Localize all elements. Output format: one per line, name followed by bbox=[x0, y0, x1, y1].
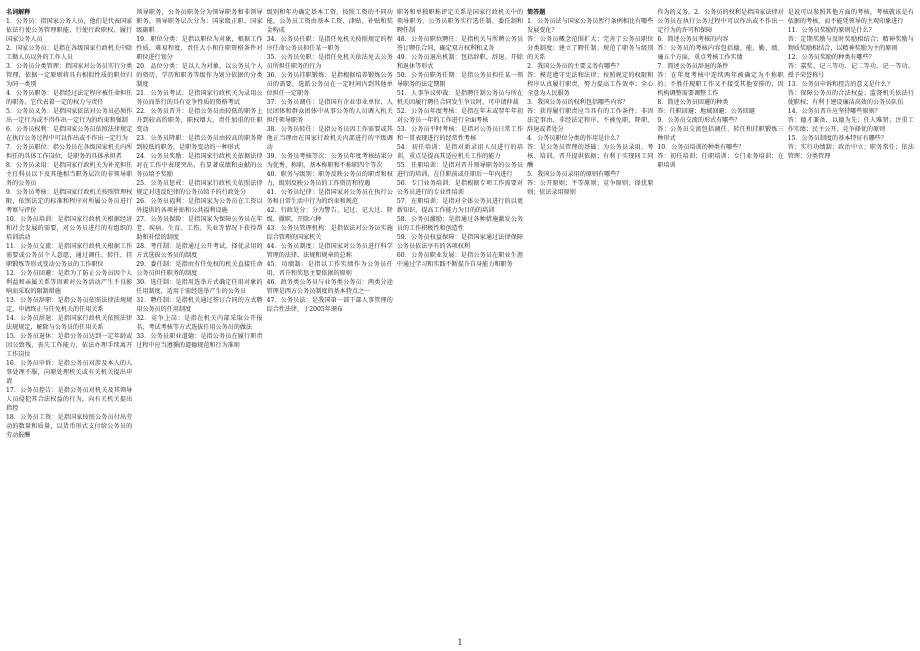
paragraph: 55．任职培训：是指对晋升领导职务的公务员进行的培训，在任职前或任职后一年内进行 bbox=[396, 162, 524, 178]
paragraph: 3．我国公务员的权利包括哪些内容？ bbox=[527, 99, 629, 106]
paragraph: 30．选任制：是指用选举方式确定任用对象的任用制度，适用于需经选举产生的公务员 bbox=[136, 279, 263, 295]
text-column bbox=[136, 8, 262, 638]
paragraph: 57．在职培训：是指对全体公务员进行的以更新知识、提高工作能力为目的的培训 bbox=[396, 198, 524, 214]
paragraph: 54．初任培训：是指对新录用人员进行的培训，重点是提高其适应机关工作的能力 bbox=[396, 144, 524, 160]
paragraph: 18．公务员工资：是指国家按照公务员付出劳动的数量和质量，以货币形式支付给公务员的劳动报酬 bbox=[6, 414, 133, 439]
paragraph: 5．公务员义务：是指国家依法对公务员必须作出一定行为或不得作出一定行为的约束和强制 bbox=[6, 108, 133, 124]
section-heading: 名词解释 bbox=[6, 9, 31, 16]
paragraph: 作为的义务。2．公务员的权利是指国家法律对公务员在执行公务过程中可以作出或不作出一定行为的许可和保障 bbox=[657, 9, 784, 34]
paragraph: 56．专门业务培训：是指根据专项工作需要对公务员进行的专业性培训 bbox=[396, 180, 524, 196]
paragraph: 8．公务员录用：是指国家行政机关为补充担任主任科员以下及其他相当职务层次的非领导职务的公务员 bbox=[6, 162, 133, 187]
paragraph: 36．公务员挂职锻炼：是指根据培养锻炼公务员的需要，选派公务员在一定时间内到其他单位担任一定职务 bbox=[266, 72, 393, 97]
paragraph: 27．公务员保险：是指国家为保障公务员在年老、疾病、生育、工伤、失业等情况下获得帮助和补偿的制度 bbox=[136, 216, 263, 241]
paragraph: 答：公开原则；平等原则；竞争原则；择优原则；依法录用原则 bbox=[527, 180, 654, 196]
paragraph: 答：模范遵守宪法和法律；按照规定的权限和程序认真履行职责，努力提高工作效率；全心全意为人民服务 bbox=[527, 72, 654, 97]
paragraph: 52．公务员年度考核：是指在年末或翌年年初对公务员一年的工作进行全面考核 bbox=[396, 108, 524, 124]
paragraph: 2．我国公务员的主要义务有哪些？ bbox=[527, 63, 623, 70]
paragraph: 46．政务类公务员与业务类公务员：两类分途管理是西方公务员制度的基本特点之一 bbox=[266, 279, 393, 295]
paragraph: 4．公务员职务：是指经过法定程序被任命担任的职务，它代表着一定的权力与责任 bbox=[6, 90, 133, 106]
paragraph: 答：实行功绩制；政治中立；职务常任；依法管理；分类管理 bbox=[787, 144, 914, 160]
paragraph: 6．简述公务员考核的内容 bbox=[657, 36, 729, 43]
paragraph: 9．公务员交流的形式有哪些？ bbox=[657, 117, 741, 124]
text-column bbox=[788, 8, 914, 638]
paragraph: 31．聘任制：是指机关通过签订合同的方式聘用公务员的任用制度 bbox=[136, 297, 263, 313]
paragraph: 45．功绩制：是指以工作实绩作为公务员任用、晋升和奖惩主要依据的原则 bbox=[266, 261, 393, 277]
paragraph: 25．公务员惩戒：是指国家行政机关依照法律规定对违反纪律的公务员给予的行政处分 bbox=[136, 180, 263, 196]
paragraph: 答：公务员概念范围扩大；完善了公务员职位分类制度；建立了聘任制；规范了职务与级别的关系 bbox=[527, 36, 654, 61]
paragraph: 答：获得履行职责应当具有的工作条件；非因法定事由、非经法定程序，不被免职、降职、辞退或者处分 bbox=[527, 108, 654, 133]
paragraph: 答：定期奖励与及时奖励相结合；精神奖励与物质奖励相结合，以精神奖励为主的原则 bbox=[787, 36, 914, 52]
paragraph: 59．公务员权益保障：是指国家通过法律保障公务员依法享有的各项权利 bbox=[396, 234, 524, 250]
paragraph: 是说可以参照其他方面的考核，考核就该是有依据的考核，而不能凭领导的主观印象进行 bbox=[787, 9, 914, 25]
paragraph: 26．公务员福利：是指国家为公务员在工资以外提供的各项补贴和公共福利设施 bbox=[136, 198, 263, 214]
paragraph: 15．公务员退休：是指公务员达到一定年龄或因公致残、丧失工作能力，依法办理手续离开工作岗位 bbox=[6, 333, 133, 358]
paragraph: 23．公务员降职：是指公务员由较高的职务降到较低的职务，是职务变动的一种形式 bbox=[136, 135, 263, 151]
text-column bbox=[267, 8, 393, 638]
paragraph: 2．国家公务员：是指在各级国家行政机关中除工勤人员以外的工作人员 bbox=[6, 45, 133, 61]
paragraph: 15．公务员制度的基本特征有哪些？ bbox=[787, 135, 887, 142]
paragraph: 14．公务员晋升应坚持哪些原则？ bbox=[787, 108, 881, 115]
paragraph: 58．公务员激励：是指通过各种措施激发公务员的工作积极性和创造性 bbox=[396, 216, 524, 232]
paragraph: 13．公务员申诉和控告的意义是什么？ bbox=[787, 81, 893, 88]
paragraph: 答：初任培训；任职培训；专门业务培训；在职培训 bbox=[657, 153, 784, 169]
paragraph: 47．公务员法：是我国第一部干部人事管理的综合性法律，于2005年颁布 bbox=[266, 297, 393, 313]
paragraph: 40．职务与级别：职务反映公务员的职责和权力，级别反映公务员的工作资历和待遇 bbox=[266, 171, 393, 187]
paragraph: 24．公务员奖励：是指国家行政机关依据法律对在工作中表现突出、有显著成绩和贡献的公务员给予奖励 bbox=[136, 153, 263, 178]
paragraph: 51．人事争议仲裁：是指聘任制公务员与所在机关因履行聘任合同发生争议时，可申请仲裁 bbox=[396, 90, 524, 106]
paragraph: 16．公务员申诉：是指公务员对涉及本人的人事处理不服，向原处理机关或有关机关提出申请 bbox=[6, 360, 133, 385]
paragraph: 职务和单独职称评定关系是国家行政机关中的领导职务，公务员职务实行选任制、委任制和聘任制 bbox=[396, 9, 524, 34]
paragraph: 48．公务员职位聘任：是指机关与所聘公务员签订聘任合同，确定双方权利和义务 bbox=[396, 36, 524, 52]
paragraph: 1．公务员法与国家公务员暂行条例相比有哪些发展变化？ bbox=[527, 18, 654, 34]
paragraph: 13．公务员辞职：是指公务员依照法律法规规定，申请终止与任免机关的任用关系 bbox=[6, 297, 133, 313]
paragraph: 答：保障公务员的合法权益；监督机关依法行使职权；有利于建设廉洁高效的公务员队伍 bbox=[787, 90, 914, 106]
paragraph: 11．公务员交流：是指国家行政机关根据工作需要或公务员个人意愿，通过调任、转任、挂职锻炼等形式变动公务员的工作职位 bbox=[6, 243, 133, 268]
paragraph: 28．考任制：是指通过公开考试、择优录用的方式选拔公务员的制度 bbox=[136, 243, 263, 259]
paragraph: 12．公务员奖励的种类有哪些？ bbox=[787, 54, 875, 61]
text-column bbox=[657, 8, 783, 638]
paragraph: 39．公务员考核等次：公务员年度考核结果分为优秀、称职、基本称职和不称职四个等次 bbox=[266, 153, 393, 169]
paragraph: 级别和年功确定基本工资，按照工资的不同功能，公务员工资由基本工资、津贴、补贴和奖金构成 bbox=[266, 9, 393, 34]
paragraph: 44．公务员制度：是指国家对公务员进行科学管理的法律、法规和规章的总称 bbox=[266, 243, 393, 259]
paragraph: 33．公务员职业道德：是指公务员在履行职责过程中应当遵循的道德规范和行为准则 bbox=[136, 333, 263, 349]
page-number: 1 bbox=[457, 638, 463, 647]
paragraph: 42．行政处分：分为警告、记过、记大过、降级、撤职、开除六种 bbox=[266, 207, 393, 223]
paragraph: 14．公务员辞退：是指国家行政机关依照法律法规规定，解除与公务员的任用关系 bbox=[6, 315, 133, 331]
paragraph: 20．品位分类：是以人为对象，以公务员个人的资历、学历和职务等级作为划分依据的分类制度 bbox=[136, 63, 263, 88]
paragraph: 60．公务员职业发展：是指公务员在职业生涯中通过学习和实践不断提升自身能力和职务 bbox=[396, 252, 524, 268]
paragraph: 9．公务员考核：是指国家行政机关按照管理权限，依照法定的标准和程序对所属公务员进行考察与评价 bbox=[6, 189, 133, 214]
paragraph: 49．公务员退出机制：包括辞职、辞退、开除和退休等形式 bbox=[396, 54, 524, 70]
paragraph: 答：任职回避；地域回避；公务回避 bbox=[657, 108, 755, 115]
paragraph: 17．公务员控告：是指公务员对机关及其领导人员侵犯其合法权益的行为，向有关机关提出指控 bbox=[6, 387, 133, 412]
paragraph: 22．公务员晋升：是指公务员由较低的职务上升到较高的职务，职权增大、责任加重的任职变动 bbox=[136, 108, 263, 133]
paragraph: 答：嘉奖、记三等功、记二等功、记一等功、授予荣誉称号 bbox=[787, 63, 914, 79]
text-column bbox=[527, 8, 653, 638]
paragraph: 答：德才兼备、以德为先；任人唯贤；注重工作实绩；民主公开、竞争择优的原则 bbox=[787, 117, 914, 133]
paragraph: 7．简述公务员辞退的条件 bbox=[657, 63, 729, 70]
paragraph: 答：在年度考核中连续两年被确定为不称职的；不胜任现职工作又不接受其他安排的；因机构调整需要调整工作 bbox=[657, 72, 784, 97]
paragraph: 21．公务员考试：是指国家行政机关为录用公务员而举行的具有竞争性质的资格考试 bbox=[136, 90, 263, 106]
section-heading: 简答题 bbox=[527, 9, 546, 16]
text-column bbox=[397, 8, 523, 638]
paragraph: 53．公务员平时考核：是指对公务员日常工作和一贯表现进行的经常性考核 bbox=[396, 126, 524, 142]
paragraph: 10．公务员培训的种类有哪些？ bbox=[657, 144, 745, 151]
paragraph: 19．职位分类：是指以职位为对象，根据工作性质、难易程度、责任大小和任职资格条件对职位进行划分 bbox=[136, 36, 263, 61]
paragraph: 答：是公务员管理的基础；为公务员录用、考核、培训、晋升提供依据；有利于实现同工同酬 bbox=[527, 144, 654, 169]
document-page bbox=[6, 8, 914, 638]
paragraph: 41．公务员纪律：是指国家对公务员在执行公务和日常生活中行为的约束和规范 bbox=[266, 189, 393, 205]
paragraph: 领导职务，公务员职务分为领导职务和非领导职务。领导职务层次分为：国家级正职、国家级副职 bbox=[136, 9, 263, 34]
paragraph: 6．公务员权利：是指国家公务员依照法律规定在执行公务过程中可以作出或不作出一定行为 bbox=[6, 126, 133, 142]
paragraph: 4．公务员职位分类的作用是什么？ bbox=[527, 135, 623, 142]
paragraph: 答：公务员的考核内容包括德、能、勤、绩、廉五个方面，重点考核工作实绩 bbox=[657, 45, 784, 61]
paragraph: 50．公务员职务任期：是指公务员担任某一领导职务的法定期限 bbox=[396, 72, 524, 88]
paragraph: 34．公务员任职：是指任免机关按照规定的程序任命公务员担任某一职务 bbox=[266, 36, 393, 52]
paragraph: 10．公务员培训：是指国家行政机关根据经济和社会发展的需要，对公务员进行的有组织的培训活动 bbox=[6, 216, 133, 241]
paragraph: 5．我国公务员录用的原则有哪些？ bbox=[527, 171, 623, 178]
paragraph: 12．公务员回避：是指为了防止公务员因个人利益和亲属关系等因素对公务活动产生不良影响而采取的限制措施 bbox=[6, 270, 133, 295]
paragraph: 43．公务员管理机构：是指依法对公务员实施综合管理的国家机关 bbox=[266, 225, 393, 241]
paragraph: 8．简述公务员回避的种类 bbox=[657, 99, 729, 106]
paragraph: 7．公务员职位：指公务员在各级国家机关内所担任的具体工作岗位，是职务的具体承担者 bbox=[6, 144, 133, 160]
paragraph: 29．委任制：是指由有任免权的机关直接任命公务员担任职务的制度 bbox=[136, 261, 263, 277]
paragraph: 37．公务员调任：是指国有企业事业单位、人民团体和群众团体中从事公务的人员调入机关担任领导职务 bbox=[266, 99, 393, 124]
paragraph: 1．公务员：指国家公务人员，他们是代表国家依法行使公务管理职能，行使行政职权、履行国家公务人员 bbox=[6, 18, 133, 43]
text-column bbox=[6, 8, 132, 638]
paragraph: 35．公务员免职：是指任免机关依法免去公务员所担任职务的行为 bbox=[266, 54, 393, 70]
paragraph: 38．公务员转任：是指公务员因工作需要或其他正当理由在国家行政机关内部进行的平级调动 bbox=[266, 126, 393, 151]
paragraph: 32．竞争上岗：是指在机关内部采取公开报名、考试考核等方式选拔任用公务员的做法 bbox=[136, 315, 263, 331]
paragraph: 11．公务员奖励的原则是什么？ bbox=[787, 27, 875, 34]
paragraph: 答：公务员交流包括调任、转任和挂职锻炼三种形式 bbox=[657, 126, 784, 142]
paragraph: 3．公务员分类管理：指国家对公务员实行分类管理，依据一定原则将具有相似性质的职位归为同一类别 bbox=[6, 63, 133, 88]
